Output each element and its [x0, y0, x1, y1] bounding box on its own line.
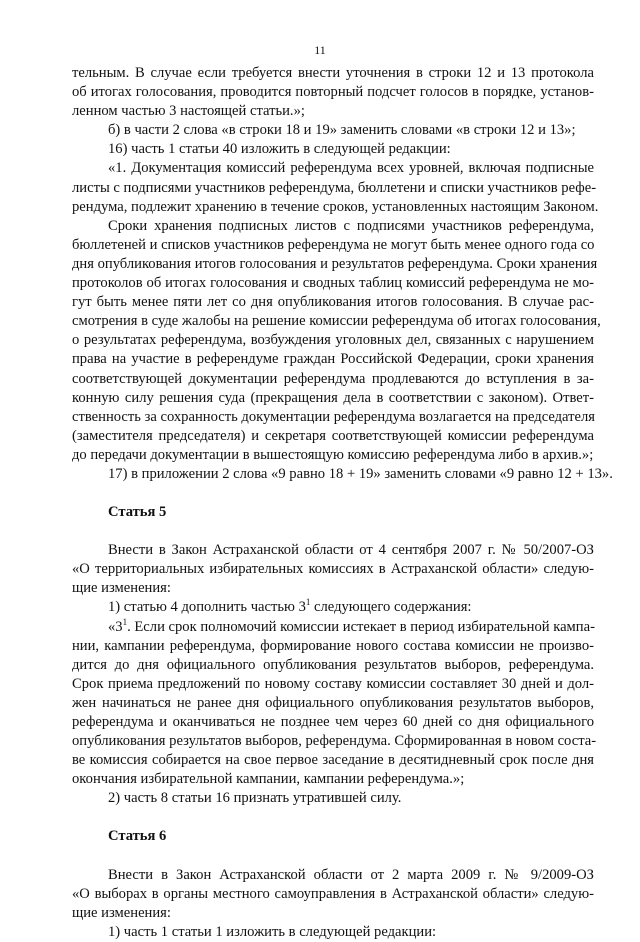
text-line: щие изменения:	[72, 580, 171, 597]
text-line: ственность за сохранность документации референдума возлагается на председателя	[72, 408, 596, 425]
text-line: листы с подписями участников референдума, бюллетени и списки участников рефе-	[72, 179, 597, 196]
paragraph	[72, 866, 594, 923]
text-line: 1) часть 1 статьи 1 изложить в следующей редакции:	[108, 923, 437, 940]
text-line: бюллетеней и списков участников референдума не могут быть менее одного года со	[72, 236, 595, 253]
text-line: 16) часть 1 статьи 40 изложить в следующей редакции:	[108, 141, 451, 158]
spacer	[72, 484, 594, 503]
text-line: Внести в Закон Астраханской области от 4 сентября 2007 г. № 50/2007-ОЗ	[108, 542, 594, 559]
spacer	[72, 808, 594, 827]
text-line: «1. Документация комиссий референдума всех уровней, включая подписные	[108, 160, 594, 177]
text-line: нии, кампании референдума, формирование нового состава комиссии не произво-	[72, 637, 594, 654]
page-number: 11	[314, 43, 326, 57]
text-line: дня опубликования итогов голосования и результатов референдума. Сроки хранения	[72, 255, 598, 272]
paragraph	[72, 465, 613, 484]
text-line: 2) часть 8 статьи 16 признать утратившей силу.	[108, 790, 402, 807]
article-heading: Статья 6	[108, 828, 167, 845]
paragraph	[72, 159, 599, 216]
text-line: гут быть менее пяти лет со дня опубликования итогов голосования. В случае рас-	[72, 294, 594, 311]
text-line: жен начинаться не ранее дня официального опубликования результатов выборов,	[72, 694, 594, 711]
text-line: «$3^1$. Если срок полномочий комиссии истекает в период избирательной кампа-	[108, 616, 595, 635]
text-line: об итогах голосования, проводится повторный подсчет голосов в порядке, установ-	[72, 84, 594, 101]
spacer	[72, 847, 594, 866]
paragraph	[72, 541, 594, 598]
paragraph	[72, 789, 594, 808]
paragraph	[72, 923, 594, 942]
text-line: референдума и оканчиваться не позднее чем через 60 дней со дня официального	[72, 714, 594, 730]
text-line: рендума, подлежит хранению в течение сроков, установленных настоящим Законом.	[72, 198, 599, 215]
paragraph	[72, 217, 601, 465]
text-line: Срок приема предложений по новому составу комиссии составляет 30 дней и дол-	[72, 675, 594, 692]
text-line: соответствующей документации референдума продлеваются до вступления в за-	[72, 370, 594, 387]
text-line: ленном частью 3 настоящей статьи.»;	[72, 103, 305, 120]
text-line: смотрения в суде жалобы на решение комиссии референдума об итогах голосования,	[72, 313, 601, 330]
text-line: «О территориальных избирательных комиссиях в Астраханской области» следую-	[72, 561, 594, 578]
paragraph	[72, 140, 594, 159]
text-line: щие изменения:	[72, 904, 171, 921]
text-line: окончания избирательной кампании, кампании референдума.»;	[72, 771, 465, 788]
text-line: б) в части 2 слова «в строки 18 и 19» заменить словами «в строки 12 и 13»;	[108, 122, 576, 139]
text-line: о результатах референдума, возбуждения уголовных дел, связанных с нарушением	[72, 332, 594, 349]
text-line: Сроки хранения подписных листов с подписями участников референдума,	[108, 217, 594, 234]
text-line: Внести в Закон Астраханской области от 2 марта 2009 г. № 9/2009-ОЗ	[108, 866, 594, 883]
text-line: дится до дня официального опубликования результатов выборов, референдума.	[72, 656, 594, 673]
text-line: (заместителя председателя) и секретаря соответствующей комиссии референдума	[72, 427, 594, 444]
text-line: ве комиссия собирается на свое первое заседание в десятидневный срок после дня	[72, 752, 594, 769]
paragraph	[72, 121, 594, 140]
document-body	[72, 64, 613, 942]
text-line: опубликования результатов выборов, референдума. Сформированная в новом соста-	[72, 733, 597, 750]
text-line: до передачи документации в вышестоящую комиссию референдума либо в архив.»;	[72, 446, 594, 463]
paragraph	[72, 616, 597, 790]
text-line: протоколов об итогах голосования и сводных таблиц комиссий референдума не мо-	[72, 275, 594, 292]
spacer	[72, 522, 594, 541]
text-line: права на участие в референдуме граждан Российской Федерации, сроки хранения	[72, 351, 594, 368]
text-line: тельным. В случае если требуется внести уточнения в строки 12 и 13 протокола	[72, 65, 594, 81]
text-line: конную силу решения суда (прекращения дела в соответствии с законом). Ответ-	[72, 389, 594, 406]
paragraph	[72, 64, 594, 121]
text-line: 1) статью 4 дополнить частью $3^1$ следующего содержания:	[108, 597, 472, 616]
article-heading: Статья 5	[108, 504, 167, 521]
paragraph	[72, 598, 594, 617]
text-line: 17) в приложении 2 слова «9 равно 18 + 19» заменить словами «9 равно 12 + 13».	[108, 465, 613, 482]
text-line: «О выборах в органы местного самоуправления в Астраханской области» следую-	[72, 885, 594, 902]
